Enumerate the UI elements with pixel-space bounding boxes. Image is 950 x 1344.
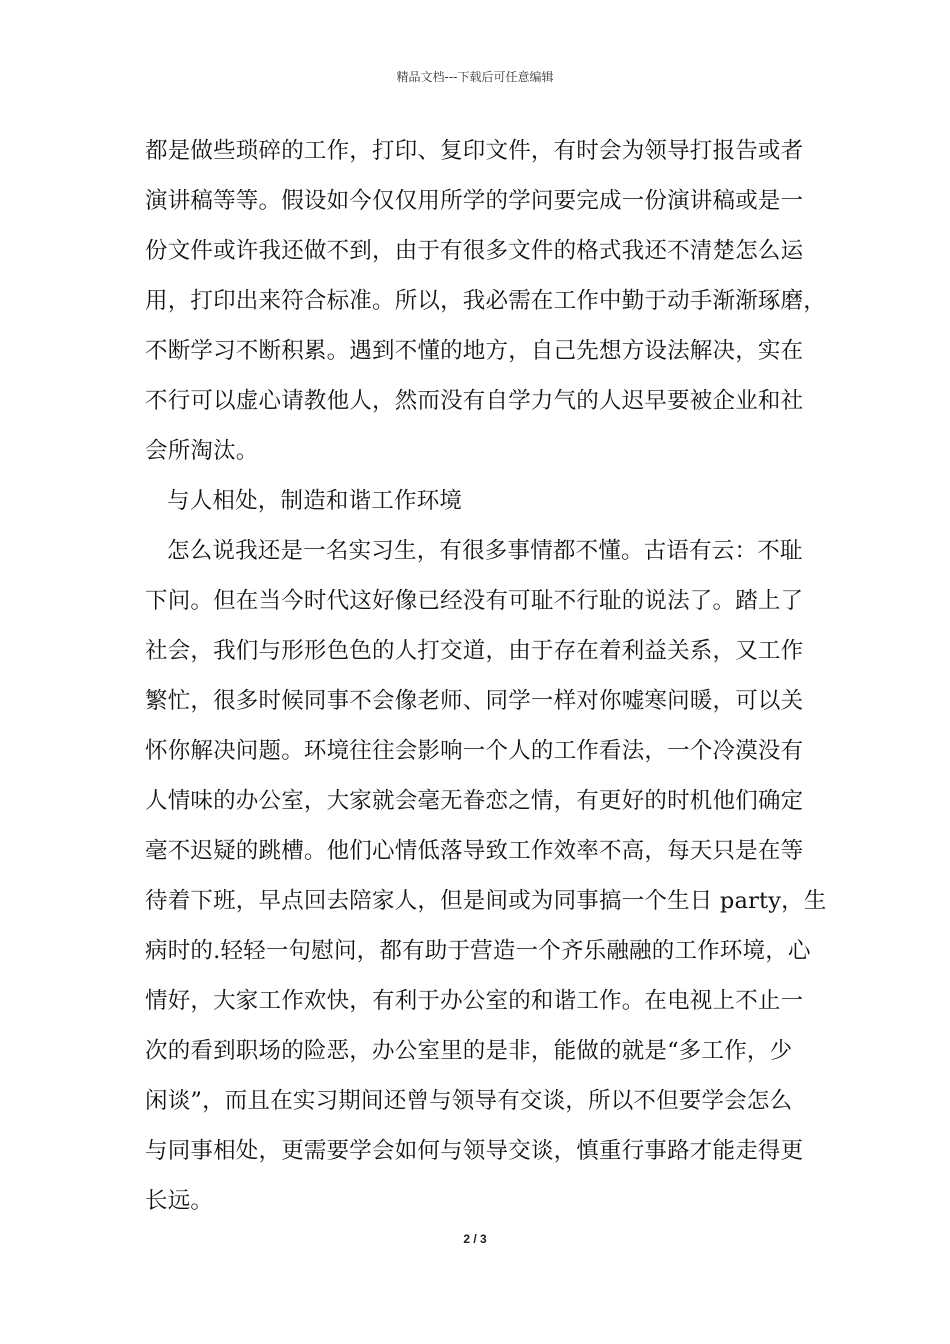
paragraph-line: 闲谈”，而且在实习期间还曾与领导有交谈，所以不但要学会怎么 — [145, 1088, 793, 1114]
paragraph-line: 用，打印出来符合标准。所以，我必需在工作中勤于动手渐渐琢磨， — [145, 288, 827, 314]
paragraph-line: 份文件或许我还做不到，由于有很多文件的格式我还不清楚怎么运 — [145, 238, 804, 264]
paragraph-line: 都是做些琐碎的工作，打印、复印文件，有时会为领导打报告或者 — [145, 138, 804, 164]
paragraph-line: 不行可以虚心请教他人，然而没有自学力气的人迟早要被企业和社 — [145, 388, 804, 414]
section-heading: 与人相处，制造和谐工作环境 — [167, 488, 463, 514]
paragraph-line: 繁忙，很多时候同事不会像老师、同学一样对你嘘寒问暖，可以关 — [145, 688, 804, 714]
paragraph-line: 长远。 — [145, 1188, 214, 1214]
paragraph-line: 社会，我们与形形色色的人打交道，由于存在着利益关系，又工作 — [145, 638, 804, 664]
paragraph-line: 病时的.轻轻一句慰问，都有助于营造一个齐乐融融的工作环境，心 — [145, 938, 811, 964]
paragraph-line: 情好，大家工作欢快，有利于办公室的和谐工作。在电视上不止一 — [145, 988, 804, 1014]
paragraph-line: 下问。但在当今时代这好像已经没有可耻不行耻的说法了。踏上了 — [145, 588, 804, 614]
page-header: 精品文档---下载后可任意编辑 — [396, 70, 554, 84]
paragraph-line: 不断学习不断积累。遇到不懂的地方，自己先想方设法解决，实在 — [145, 338, 804, 364]
paragraph-line: 次的看到职场的险恶，办公室里的是非，能做的就是“多工作，少 — [145, 1038, 793, 1064]
document-body — [145, 126, 827, 1226]
paragraph-line: 怎么说我还是一名实习生，有很多事情都不懂。古语有云：不耻 — [167, 538, 803, 564]
paragraph-line: 怀你解决问题。环境往往会影响一个人的工作看法，一个冷漠没有 — [145, 738, 804, 764]
paragraph-line: 待着下班，早点回去陪家人，但是间或为同事搞一个生日 party，生 — [145, 888, 827, 914]
paragraph-line: 与同事相处，更需要学会如何与领导交谈，慎重行事路才能走得更 — [145, 1138, 804, 1164]
paragraph-line: 毫不迟疑的跳槽。他们心情低落导致工作效率不高，每天只是在等 — [145, 838, 804, 864]
page-number: 2 / 3 — [463, 1232, 487, 1246]
paragraph-line: 演讲稿等等。假设如今仅仅用所学的学问要完成一份演讲稿或是一 — [145, 188, 804, 214]
paragraph-line: 人情味的办公室，大家就会毫无眷恋之情，有更好的时机他们确定 — [145, 788, 804, 814]
paragraph-line: 会所淘汰。 — [145, 438, 259, 464]
